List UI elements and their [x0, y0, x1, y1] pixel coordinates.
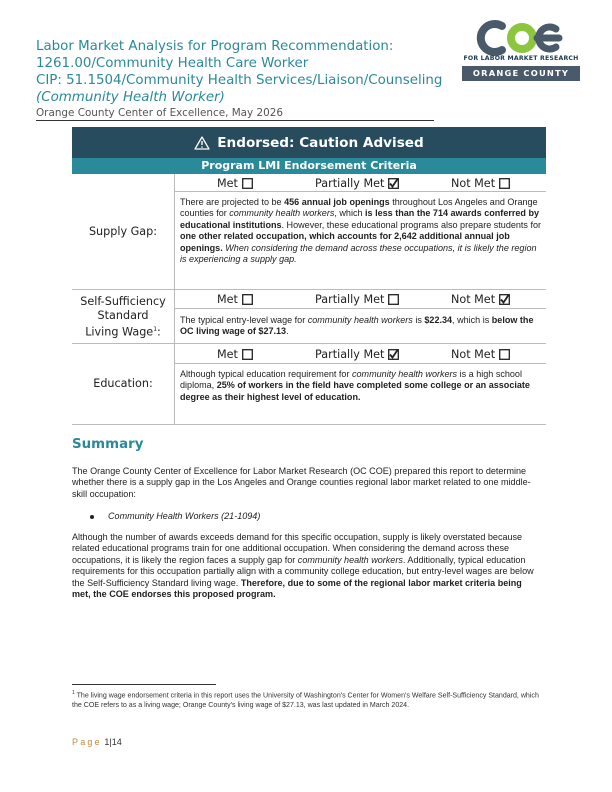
document-title — [36, 38, 466, 119]
title-line-3: CIP: 51.1504/Community Health Services/Liaison/Counseling — [36, 73, 443, 88]
partially-met-label: Partially Met — [315, 176, 385, 190]
partially-met-label: Partially Met — [315, 292, 385, 306]
checkbox-empty-icon — [242, 178, 253, 189]
table-rule — [174, 363, 546, 364]
wage-not-met-option — [451, 292, 510, 306]
footnote: $^1$ The living wage endorsement criteria in this report uses the University of Washington's Center for Women's Welfare Self-Sufficiency Standard, which the COE refers to as a living wage; Orange County's living wage of $27.13, was last updated in March 2024. — [72, 690, 539, 709]
education-not-met-option — [451, 347, 510, 361]
summary-intro-paragraph: The Orange County Center of Excellence for Labor Market Research (OC COE) prepared this report to determine whether there is a supply gap in the Los Angeles and Orange counties regional labor market related to one middle-skill occupation: — [72, 466, 531, 499]
summary-conclusion-paragraph: Although the number of awards exceeds demand for this specific occupation, supply is likely overstated because related educational programs train for one additional occupation. When considering the demand across these occupations, it is likely the region faces a supply gap for community health workers. Additionally, typical education requirements for this occupation partially align with a community college education, but entry-level wages are below the Self-Sufficiency Standard living wage. Therefore, due to some of the regional labor market criteria being met, the COE endorses this proposed program. — [72, 532, 534, 600]
supply-gap-label: Supply Gap: — [88, 225, 158, 238]
title-line-4: (Community Health Worker) — [36, 90, 225, 105]
met-label: Met — [217, 292, 238, 306]
table-rule — [174, 308, 546, 309]
education-label: Education: — [93, 377, 153, 390]
not-met-label: Not Met — [451, 176, 496, 190]
met-label: Met — [217, 176, 238, 190]
table-rule — [72, 343, 546, 344]
supply-met-option — [217, 176, 253, 190]
table-rule — [174, 191, 546, 192]
title-line-1: Labor Market Analysis for Program Recommendation: — [36, 39, 394, 54]
table-rule — [72, 289, 546, 290]
not-met-label: Not Met — [451, 292, 496, 306]
education-met-option — [217, 347, 253, 361]
wage-met-option — [217, 292, 253, 306]
living-wage-label: Self-Sufficiency Standard Living Wage$^1$: — [80, 295, 166, 339]
checkbox-checked-icon — [499, 294, 510, 305]
partially-met-label: Partially Met — [315, 347, 385, 361]
checkbox-empty-icon — [242, 294, 253, 305]
page-number: Page 1|14 — [72, 737, 122, 747]
endorsement-banner — [72, 127, 546, 158]
bullet-dot-icon — [90, 515, 94, 519]
occupation-list-item: Community Health Workers (21-1094) — [92, 511, 260, 522]
warning-triangle-icon — [194, 136, 210, 150]
logo-region: ORANGE COUNTY — [462, 66, 580, 81]
supply-gap-detail: There are projected to be 456 annual job openings throughout Los Angeles and Orange counties for community health workers, which is less than the 714 awards conferred by educational institutions. However, these educational programs also prepare students for one other related occupation, which accounts for 2,642 additional annual job openings. When considering the demand across these occupations, it is likely the region is experiencing a supply gap. — [180, 197, 542, 265]
met-label: Met — [217, 347, 238, 361]
supply-partially-met-option — [315, 176, 399, 190]
checkbox-empty-icon — [499, 178, 510, 189]
wage-partially-met-option — [315, 292, 399, 306]
table-rule — [72, 424, 546, 425]
title-line-2: 1261.00/Community Health Care Worker — [36, 56, 309, 71]
checkbox-empty-icon — [499, 349, 510, 360]
summary-heading: Summary — [72, 437, 144, 452]
header-rule — [36, 120, 434, 121]
supply-not-met-option — [451, 176, 510, 190]
endorsement-banner-text: Endorsed: Caution Advised — [217, 134, 424, 151]
document-subtitle: Orange County Center of Excellence, May 2026 — [36, 107, 283, 119]
checkbox-checked-icon — [388, 178, 399, 189]
footnote-rule — [72, 684, 216, 685]
education-partially-met-option — [315, 347, 399, 361]
living-wage-detail: The typical entry-level wage for community health workers is $22.34, which is below the OC living wage of $27.13. — [180, 315, 534, 337]
checkbox-empty-icon — [242, 349, 253, 360]
checkbox-empty-icon — [388, 294, 399, 305]
criteria-heading: Program LMI Endorsement Criteria — [72, 158, 546, 174]
logo-tagline: FOR LABOR MARKET RESEARCH — [463, 55, 579, 62]
table-divider-vertical — [174, 174, 175, 424]
not-met-label: Not Met — [451, 347, 496, 361]
education-detail: Although typical education requirement for community health workers is a high school diploma, 25% of workers in the field have completed some college or an associate degree as their highest level of education. — [180, 369, 530, 402]
checkbox-checked-icon — [388, 349, 399, 360]
